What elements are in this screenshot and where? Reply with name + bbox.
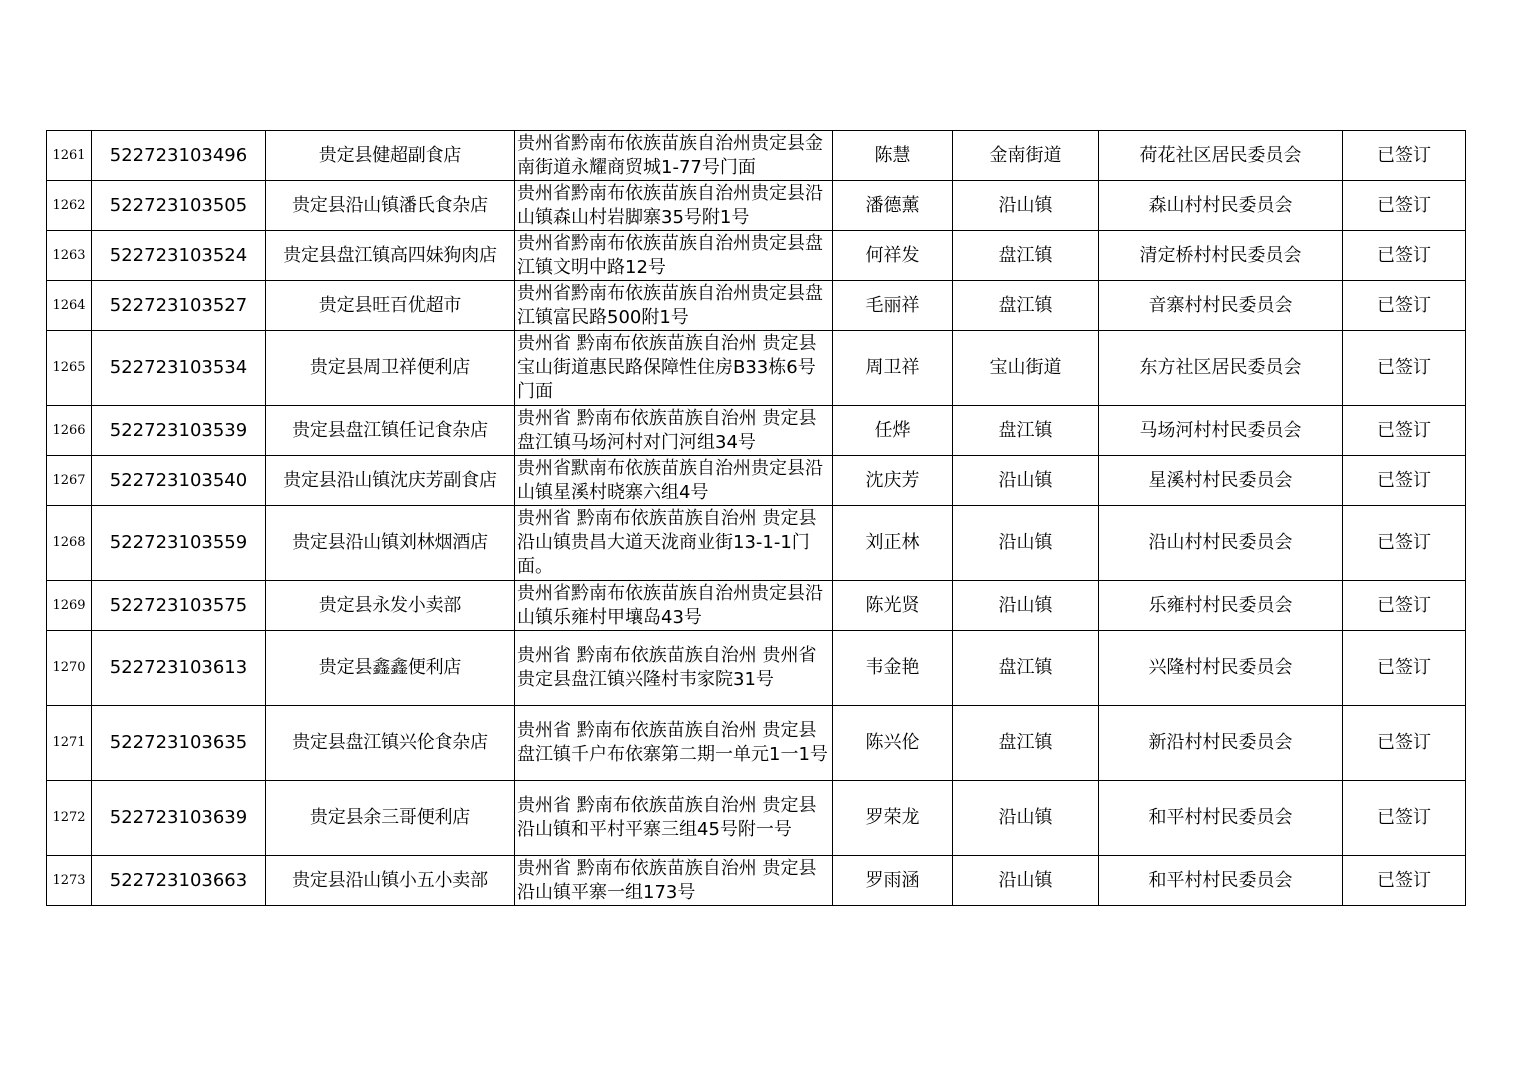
town-cell: 盘江镇: [953, 281, 1099, 331]
town-cell: 盘江镇: [953, 406, 1099, 456]
town-cell: 沿山镇: [953, 856, 1099, 906]
committee-cell: 清定桥村村民委员会: [1099, 231, 1343, 281]
committee-cell: 星溪村村民委员会: [1099, 456, 1343, 506]
address-cell: 贵州省黔南布依族苗族自治州贵定县金南街道永耀商贸城1-77号门面: [515, 131, 833, 181]
town-cell: 金南街道: [953, 131, 1099, 181]
sequence-number-cell: 1264: [47, 281, 92, 331]
contact-person-cell: 任烨: [833, 406, 953, 456]
shop-code-cell: 522723103534: [92, 331, 266, 406]
shop-code-cell: 522723103527: [92, 281, 266, 331]
town-cell: 沿山镇: [953, 506, 1099, 581]
sequence-number-cell: 1270: [47, 631, 92, 706]
shop-code-cell: 522723103505: [92, 181, 266, 231]
contact-person-cell: 陈兴伦: [833, 706, 953, 781]
table-row: [47, 456, 1466, 506]
sequence-number-cell: 1266: [47, 406, 92, 456]
shop-code-cell: 522723103639: [92, 781, 266, 856]
sequence-number-cell: 1267: [47, 456, 92, 506]
address-cell: 贵州省 黔南布依族苗族自治州 贵州省贵定县盘江镇兴隆村韦家院31号: [515, 631, 833, 706]
status-cell: 已签订: [1343, 331, 1466, 406]
address-cell: 贵州省 黔南布依族苗族自治州 贵定县沿山镇和平村平寨三组45号附一号: [515, 781, 833, 856]
committee-cell: 乐雍村村民委员会: [1099, 581, 1343, 631]
sequence-number-cell: 1273: [47, 856, 92, 906]
shop-code-cell: 522723103613: [92, 631, 266, 706]
committee-cell: 森山村村民委员会: [1099, 181, 1343, 231]
status-cell: 已签订: [1343, 781, 1466, 856]
shop-name-cell: 贵定县沿山镇小五小卖部: [266, 856, 515, 906]
table-row: [47, 856, 1466, 906]
sequence-number-cell: 1272: [47, 781, 92, 856]
sequence-number-cell: 1269: [47, 581, 92, 631]
shop-name-cell: 贵定县永发小卖部: [266, 581, 515, 631]
table-row: [47, 231, 1466, 281]
contact-person-cell: 刘正林: [833, 506, 953, 581]
shop-name-cell: 贵定县盘江镇高四妹狗肉店: [266, 231, 515, 281]
status-cell: 已签订: [1343, 281, 1466, 331]
committee-cell: 荷花社区居民委员会: [1099, 131, 1343, 181]
table-row: [47, 281, 1466, 331]
shop-code-cell: 522723103524: [92, 231, 266, 281]
committee-cell: 兴隆村村民委员会: [1099, 631, 1343, 706]
table-row: [47, 506, 1466, 581]
table-row: [47, 581, 1466, 631]
committee-cell: 音寨村村民委员会: [1099, 281, 1343, 331]
town-cell: 沿山镇: [953, 581, 1099, 631]
table-row: [47, 781, 1466, 856]
committee-cell: 东方社区居民委员会: [1099, 331, 1343, 406]
committee-cell: 和平村村民委员会: [1099, 781, 1343, 856]
shop-code-cell: 522723103575: [92, 581, 266, 631]
contact-person-cell: 罗荣龙: [833, 781, 953, 856]
table-row: [47, 631, 1466, 706]
committee-cell: 沿山村村民委员会: [1099, 506, 1343, 581]
shop-code-cell: 522723103635: [92, 706, 266, 781]
table-body: [47, 131, 1466, 906]
contact-person-cell: 沈庆芳: [833, 456, 953, 506]
shop-name-cell: 贵定县余三哥便利店: [266, 781, 515, 856]
status-cell: 已签订: [1343, 581, 1466, 631]
sequence-number-cell: 1268: [47, 506, 92, 581]
shop-code-cell: 522723103539: [92, 406, 266, 456]
contact-person-cell: 毛丽祥: [833, 281, 953, 331]
shop-name-cell: 贵定县沿山镇潘氏食杂店: [266, 181, 515, 231]
address-cell: 贵州省黔南布依族苗族自治州贵定县沿山镇森山村岩脚寨35号附1号: [515, 181, 833, 231]
sequence-number-cell: 1265: [47, 331, 92, 406]
committee-cell: 新沿村村民委员会: [1099, 706, 1343, 781]
town-cell: 盘江镇: [953, 631, 1099, 706]
town-cell: 盘江镇: [953, 706, 1099, 781]
address-cell: 贵州省黔南布依族苗族自治州贵定县盘江镇文明中路12号: [515, 231, 833, 281]
address-cell: 贵州省默南布依族苗族自治州贵定县沿山镇星溪村晓寨六组4号: [515, 456, 833, 506]
shop-name-cell: 贵定县健超副食店: [266, 131, 515, 181]
status-cell: 已签订: [1343, 506, 1466, 581]
status-cell: 已签订: [1343, 856, 1466, 906]
shop-name-cell: 贵定县盘江镇兴伦食杂店: [266, 706, 515, 781]
status-cell: 已签订: [1343, 456, 1466, 506]
town-cell: 沿山镇: [953, 781, 1099, 856]
table-row: [47, 406, 1466, 456]
contact-person-cell: 周卫祥: [833, 331, 953, 406]
status-cell: 已签订: [1343, 231, 1466, 281]
shop-code-cell: 522723103540: [92, 456, 266, 506]
sequence-number-cell: 1261: [47, 131, 92, 181]
status-cell: 已签订: [1343, 131, 1466, 181]
shop-name-cell: 贵定县沿山镇刘林烟酒店: [266, 506, 515, 581]
contact-person-cell: 潘德薰: [833, 181, 953, 231]
shop-code-cell: 522723103496: [92, 131, 266, 181]
address-cell: 贵州省黔南布依族苗族自治州贵定县沿山镇乐雍村甲壤岛43号: [515, 581, 833, 631]
committee-cell: 和平村村民委员会: [1099, 856, 1343, 906]
status-cell: 已签订: [1343, 631, 1466, 706]
shop-name-cell: 贵定县沿山镇沈庆芳副食店: [266, 456, 515, 506]
shop-name-cell: 贵定县鑫鑫便利店: [266, 631, 515, 706]
contact-person-cell: 陈光贤: [833, 581, 953, 631]
status-cell: 已签订: [1343, 406, 1466, 456]
address-cell: 贵州省 黔南布依族苗族自治州 贵定县沿山镇平寨一组173号: [515, 856, 833, 906]
contact-person-cell: 罗雨涵: [833, 856, 953, 906]
table-row: [47, 706, 1466, 781]
shop-name-cell: 贵定县旺百优超市: [266, 281, 515, 331]
shop-code-cell: 522723103559: [92, 506, 266, 581]
shop-name-cell: 贵定县盘江镇任记食杂店: [266, 406, 515, 456]
table-row: [47, 131, 1466, 181]
sequence-number-cell: 1262: [47, 181, 92, 231]
contact-person-cell: 韦金艳: [833, 631, 953, 706]
town-cell: 沿山镇: [953, 181, 1099, 231]
sequence-number-cell: 1263: [47, 231, 92, 281]
shop-code-cell: 522723103663: [92, 856, 266, 906]
town-cell: 沿山镇: [953, 456, 1099, 506]
address-cell: 贵州省 黔南布依族苗族自治州 贵定县宝山街道惠民路保障性住房B33栋6号门面: [515, 331, 833, 406]
shop-name-cell: 贵定县周卫祥便利店: [266, 331, 515, 406]
town-cell: 盘江镇: [953, 231, 1099, 281]
table-row: [47, 181, 1466, 231]
status-cell: 已签订: [1343, 181, 1466, 231]
committee-cell: 马场河村村民委员会: [1099, 406, 1343, 456]
contact-person-cell: 陈慧: [833, 131, 953, 181]
table-row: [47, 331, 1466, 406]
address-cell: 贵州省 黔南布依族苗族自治州 贵定县盘江镇马场河村对门河组34号: [515, 406, 833, 456]
shop-registry-table: [46, 130, 1466, 906]
address-cell: 贵州省黔南布依族苗族自治州贵定县盘江镇富民路500附1号: [515, 281, 833, 331]
status-cell: 已签订: [1343, 706, 1466, 781]
address-cell: 贵州省 黔南布依族苗族自治州 贵定县沿山镇贵昌大道天泷商业街13-1-1门面。: [515, 506, 833, 581]
sequence-number-cell: 1271: [47, 706, 92, 781]
town-cell: 宝山街道: [953, 331, 1099, 406]
contact-person-cell: 何祥发: [833, 231, 953, 281]
address-cell: 贵州省 黔南布依族苗族自治州 贵定县盘江镇千户布依寨第二期一单元1一1号: [515, 706, 833, 781]
